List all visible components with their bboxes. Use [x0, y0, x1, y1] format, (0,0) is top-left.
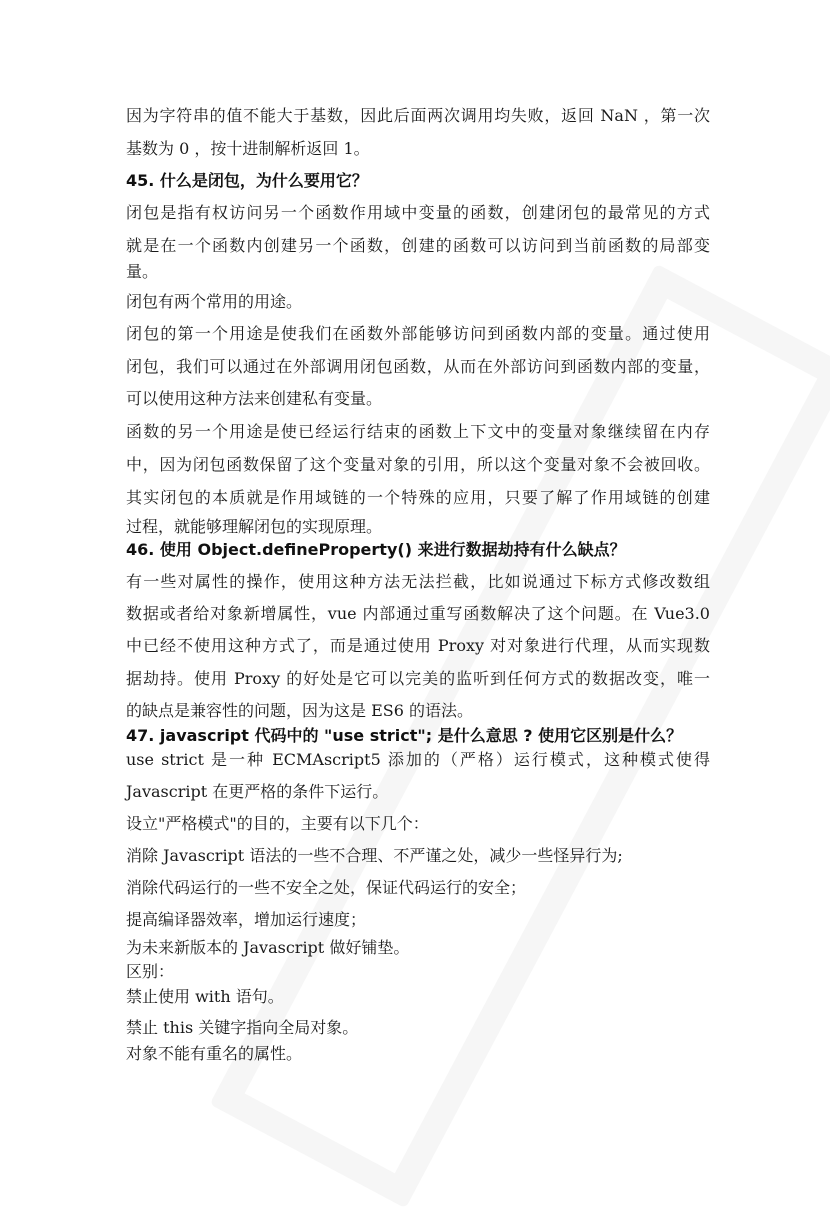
paragraph-line: 为未来新版本的 Javascript 做好铺垫。 [126, 938, 410, 957]
paragraph-line: 消除代码运行的一些不安全之处，保证代码运行的安全； [126, 878, 527, 897]
paragraph-line: 基数为 0 ，按十进制解析返回 1。 [126, 139, 370, 158]
paragraph-line: 量。 [126, 262, 159, 281]
paragraph-line: 有一些对属性的操作，使用这种方法无法拦截，比如说通过下标方式修改数组 [126, 572, 710, 591]
paragraph-line: 数据或者给对象新增属性，vue 内部通过重写函数解决了这个问题。在 Vue3.0 [126, 604, 710, 623]
paragraph-line: 区别： [126, 962, 175, 981]
paragraph-line: 设立"严格模式"的目的，主要有以下几个： [126, 814, 429, 833]
paragraph-line: 闭包是指有权访问另一个函数作用域中变量的函数，创建闭包的最常见的方式 [126, 203, 710, 222]
paragraph-line: 因为字符串的值不能大于基数，因此后面两次调用均失败，返回 NaN ，第一次 [126, 106, 710, 125]
paragraph-line: Javascript 在更严格的条件下运行。 [126, 782, 389, 801]
paragraph-line: 消除 Javascript 语法的一些不合理、不严谨之处，减少一些怪异行为; [126, 846, 623, 865]
paragraph-line: 闭包的第一个用途是使我们在函数外部能够访问到函数内部的变量。通过使用 [126, 324, 710, 343]
paragraph-line: 中已经不使用这种方式了，而是通过使用 Proxy 对对象进行代理，从而实现数 [126, 636, 710, 655]
paragraph-line: 其实闭包的本质就是作用域链的一个特殊的应用，只要了解了作用域链的创建 [126, 488, 710, 507]
paragraph-line: 禁止 this 关键字指向全局对象。 [126, 1018, 359, 1037]
paragraph-line: 函数的另一个用途是使已经运行结束的函数上下文中的变量对象继续留在内存 [126, 422, 710, 441]
paragraph-line: 闭包，我们可以通过在外部调用闭包函数，从而在外部访问到函数内部的变量， [126, 357, 710, 376]
section-heading: 46. 使用 Object.defineProperty() 来进行数据劫持有什么缺点？ [126, 540, 626, 559]
paragraph-line: 禁止使用 with 语句。 [126, 987, 284, 1006]
paragraph-line: 中，因为闭包函数保留了这个变量对象的引用，所以这个变量对象不会被回收。 [126, 455, 710, 474]
paragraph-line: 就是在一个函数内创建另一个函数，创建的函数可以访问到当前函数的局部变 [126, 236, 710, 255]
paragraph-line: 闭包有两个常用的用途。 [126, 292, 303, 311]
paragraph-line: 对象不能有重名的属性。 [126, 1044, 303, 1063]
paragraph-line: 可以使用这种方法来创建私有变量。 [126, 389, 383, 408]
section-heading: 45. 什么是闭包，为什么要用它？ [126, 171, 368, 190]
paragraph-line: 的缺点是兼容性的问题，因为这是 ES6 的语法。 [126, 701, 473, 720]
paragraph-line: use strict 是一种 ECMAscript5 添加的（严格）运行模式，这种模式使得 [126, 750, 710, 769]
paragraph-line: 提高编译器效率，增加运行速度； [126, 910, 367, 929]
section-heading: 47. javascript 代码中的 "use strict"; 是什么意思 ? 使用它区别是什么？ [126, 726, 683, 745]
paragraph-line: 过程，就能够理解闭包的实现原理。 [126, 517, 383, 536]
paragraph-line: 据劫持。使用 Proxy 的好处是它可以完美的监听到任何方式的数据改变，唯一 [126, 669, 710, 688]
